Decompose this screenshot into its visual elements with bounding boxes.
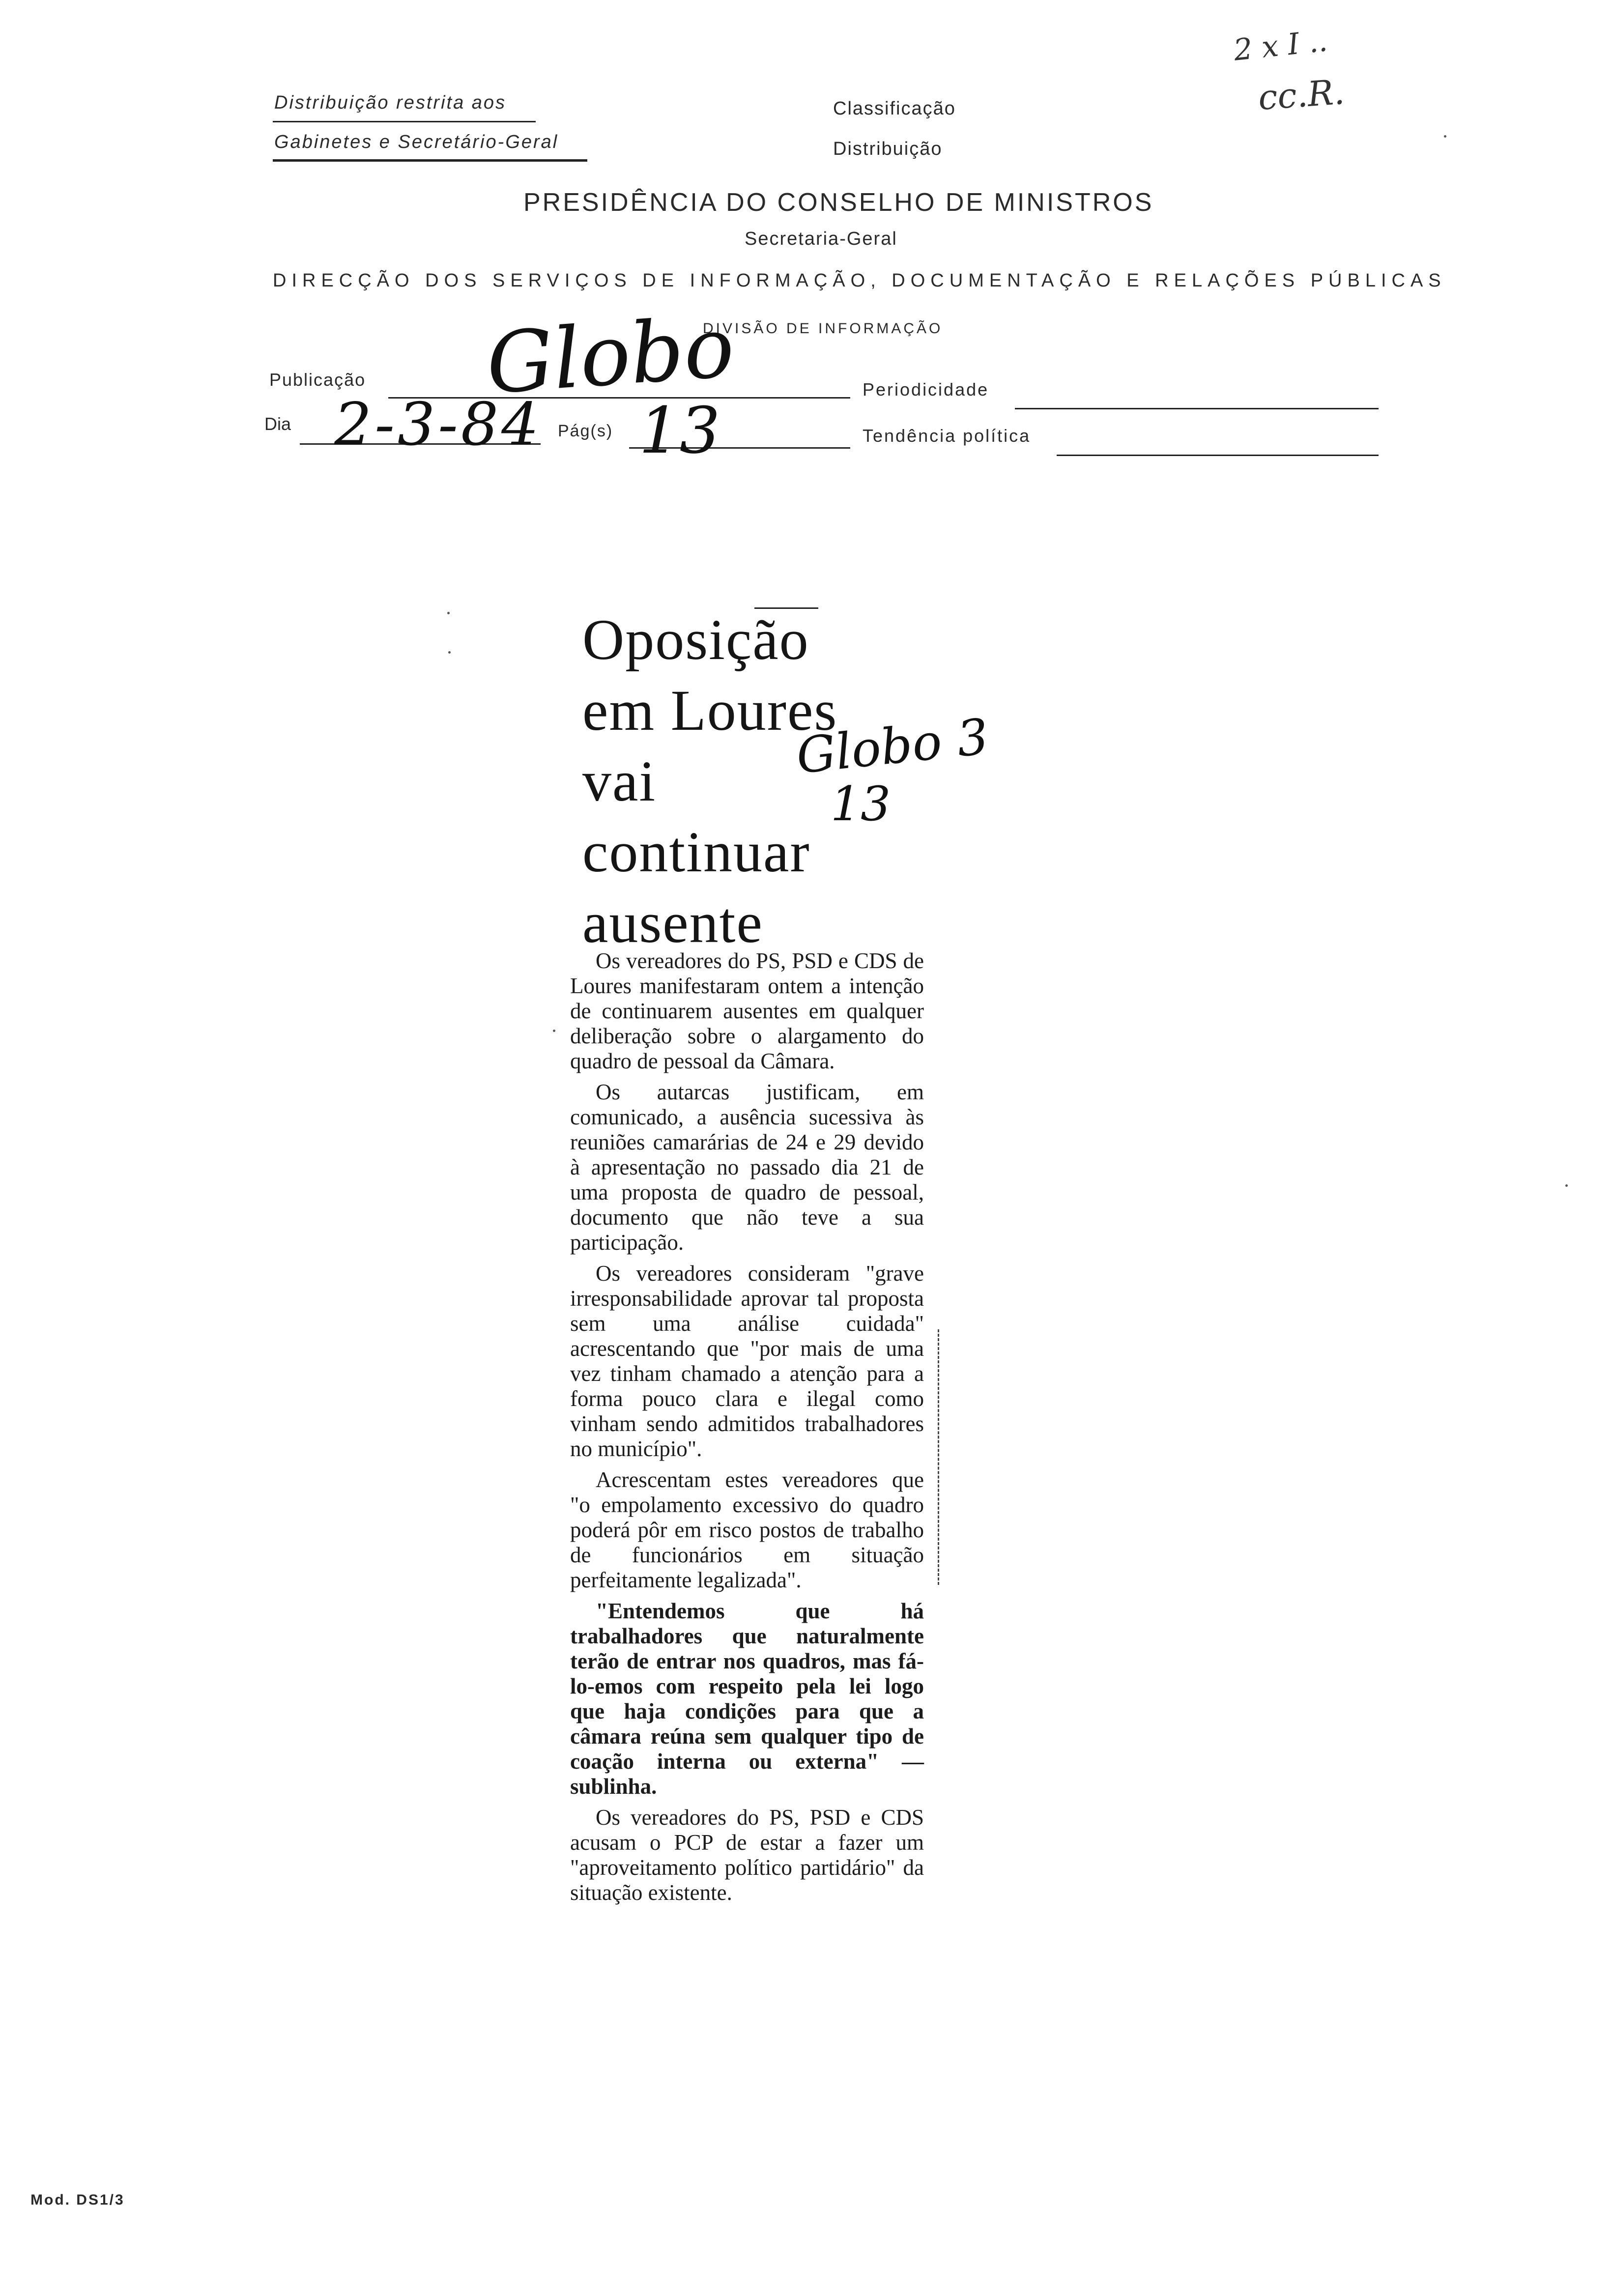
article-paragraph-6: Os vereadores do PS, PSD e CDS acusam o PCP de estar a fazer um "aproveitamento político partidário" da situação existente. [570, 1805, 924, 1905]
political-tendency-line [1057, 455, 1379, 456]
scan-speck [1444, 135, 1446, 138]
scan-speck [1565, 1184, 1568, 1187]
periodicity-label: Periodicidade [863, 379, 989, 400]
article-paragraph-3: Os vereadores consideram "grave irresponsabilidade aprovar tal proposta sem uma análise cuidada" acrescentando que "por mais de uma vez tinham chamado a atenção para a forma pouco clara e ilegal como vinham sendo admitidos trabalhadores no município". [570, 1261, 924, 1461]
article-paragraph-1: Os vereadores do PS, PSD e CDS de Loures manifestaram ontem a intenção de continuarem ausentes em qualquer deliberação sobre o alargamento do quadro de pessoal da Câmara. [570, 948, 924, 1073]
headline-line-3: vai [582, 749, 657, 813]
distribution-label: Distribuição [833, 139, 943, 159]
division-title: DIVISÃO DE INFORMAÇÃO [703, 320, 943, 337]
classification-label: Classificação [833, 98, 956, 119]
article-paragraph-2: Os autarcas justificam, em comunicado, a ausência sucessiva às reuniões camarárias de 24 e 29 devido à apresentação no passado dia 21 de uma proposta de quadro de pessoal, documento que não teve a sua participação. [570, 1080, 924, 1255]
article-paragraph-5: "Entendemos que há trabalhadores que naturalmente terão de entrar nos quadros, mas fá-lo-emos com respeito pela lei logo que haja condições para que a câmara reúna sem qualquer tipo de coação interna ou externa" — sublinha. [570, 1599, 924, 1799]
margin-vertical-mark [938, 1329, 939, 1585]
scan-speck [553, 1030, 555, 1032]
periodicity-line [1015, 408, 1379, 409]
scan-speck [447, 612, 450, 614]
restriction-underline-2 [273, 159, 587, 162]
org-title: PRESIDÊNCIA DO CONSELHO DE MINISTROS [523, 188, 1154, 217]
day-label: Dia [264, 414, 291, 434]
article-body [570, 948, 924, 1911]
pages-value: 13 [639, 393, 720, 468]
publication-value: Globo [483, 298, 737, 413]
political-tendency-label: Tendência política [863, 426, 1031, 446]
headline-line-2: em Loures [582, 678, 838, 743]
headline-line-1: Oposição [582, 607, 809, 672]
org-subtitle: Secretaria-Geral [745, 229, 897, 249]
headline-rule [754, 607, 818, 609]
pages-label: Pág(s) [558, 422, 613, 440]
margin-handwritten-number: 13 [831, 776, 891, 832]
restriction-underline-1 [273, 121, 536, 122]
restriction-line-1: Distribuição restrita aos [274, 92, 507, 113]
headline-line-4: continuar [582, 820, 810, 884]
handwritten-cc-note: cc.R. [1257, 71, 1346, 118]
directorate-title: DIRECÇÃO DOS SERVIÇOS DE INFORMAÇÃO, DOCUMENTAÇÃO E RELAÇÕES PÚBLICAS [273, 270, 1446, 291]
restriction-line-2: Gabinetes e Secretário-Geral [274, 132, 559, 152]
article-paragraph-4: Acrescentam estes vereadores que "o empolamento excessivo do quadro poderá pôr em risco postos de trabalho de funcionários em situação perfeitamente legalizada". [570, 1467, 924, 1592]
form-code: Mod. DS1/3 [30, 2192, 125, 2208]
headline-line-5: ausente [582, 890, 763, 955]
scan-speck [448, 651, 451, 654]
margin-handwritten-note: Globo 3 [793, 707, 991, 785]
publication-label: Publicação [269, 370, 366, 390]
day-value: 2-3-84 [334, 391, 542, 459]
handwritten-routing-note: 2 x I .. [1232, 24, 1329, 68]
